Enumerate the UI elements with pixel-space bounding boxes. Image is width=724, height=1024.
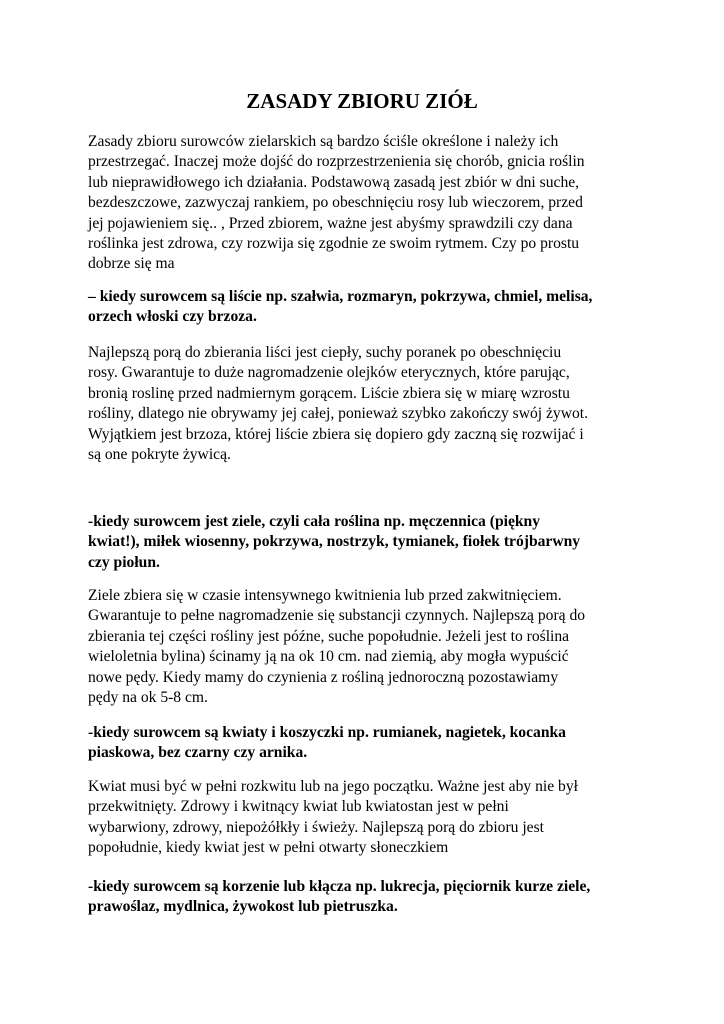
heading-line: kwiat!), miłek wiosenny, pokrzywa, nostrzyk, tymianek, fiołek trójbarwny xyxy=(88,533,581,551)
heading-line: -kiedy surowcem są kwiaty i koszyczki np. rumianek, nagietek, kocanka xyxy=(88,724,566,741)
intro-paragraph xyxy=(88,132,648,275)
text-line: Najlepszą porą do zbierania liści jest ciepły, suchy poranek po obeschnięciu xyxy=(88,344,562,361)
text-line: nowe pędy. Kiedy mamy do czynienia z rośliną jednoroczną pozostawiamy xyxy=(88,668,559,686)
section-body-flowers xyxy=(88,777,648,859)
document-title: ZASADY ZBIORU ZIÓŁ xyxy=(246,89,478,113)
section-body-herb xyxy=(88,586,648,708)
text-line: pędy na ok 5-8 cm. xyxy=(88,689,208,707)
heading-line: -kiedy surowcem jest ziele, czyli cała roślina np. męczennica (piękny xyxy=(88,513,541,530)
text-line: przekwitnięty. Zdrowy i kwitnący kwiat lub kwiatostan jest w pełni xyxy=(88,798,509,816)
text-line: rośliny, dlatego nie obrywamy jej całej, ponieważ szybko zakończy swój żywot. xyxy=(88,405,589,423)
section-heading-flowers xyxy=(88,723,648,764)
heading-line: orzech włoski czy brzoza. xyxy=(88,308,257,326)
heading-line: czy piołun. xyxy=(88,553,160,571)
text-line: zbierania tej części rośliny jest późne, suche popołudnie. Jeżeli jest to roślina xyxy=(88,627,570,645)
text-line: są one pokryte żywicą. xyxy=(88,446,231,464)
text-line: wieloletnia bylina) ścinamy ją na ok 10 cm. nad ziemią, aby mogła wypuścić xyxy=(88,648,569,666)
text-line: Gwarantuje to pełne nagromadzenie się substancji czynnych. Najlepszą porą do xyxy=(88,607,586,625)
section-heading-herb xyxy=(88,512,648,573)
text-line: Wyjątkiem jest brzoza, której liście zbiera się dopiero gdy zaczną się rozwijać i xyxy=(88,425,584,443)
text-line: bezdeszczowe, zazwyczaj rankiem, po obeschnięciu rosy lub wieczorem, przed xyxy=(88,194,583,212)
heading-line: prawoślaz, mydlnica, żywokost lub pietruszka. xyxy=(88,898,398,916)
text-line: bronią roslinę przed nadmiernym gorącem. Liście zbiera się w miarę wzrostu xyxy=(88,384,570,402)
text-line: przestrzegać. Inaczej może dojść do rozprzestrzenienia się chorób, gnicia roślin xyxy=(88,153,585,171)
heading-line: -kiedy surowcem są korzenie lub kłącza np. lukrecja, pięciornik kurze ziele, xyxy=(88,878,591,895)
section-heading-leaves xyxy=(88,287,648,328)
text-line: Kwiat musi być w pełni rozkwitu lub na jego początku. Ważne jest aby nie był xyxy=(88,778,578,795)
text-line: dobrze się ma xyxy=(88,255,175,273)
heading-line: piaskowa, bez czarny czy arnika. xyxy=(88,744,308,762)
heading-line: – kiedy surowcem są liście np. szałwia, rozmaryn, pokrzywa, chmiel, melisa, xyxy=(88,288,593,305)
text-line: roślinka jest zdrowa, czy rozwija się zgodnie ze swoim rytmem. Czy po prostu xyxy=(88,235,580,253)
text-line: rosy. Gwarantuje to duże nagromadzenie olejków eterycznych, które parując, xyxy=(88,364,570,382)
text-line: wybarwiony, zdrowy, niepożółkły i świeży. Najlepszą porą do zbioru jest xyxy=(88,818,544,836)
section-body-leaves xyxy=(88,343,648,465)
text-line: Zasady zbioru surowców zielarskich są bardzo ściśle określone i należy ich xyxy=(88,133,559,150)
section-heading-roots xyxy=(88,877,648,918)
text-line: jej pojawieniem się.. , Przed zbiorem, ważne jest abyśmy sprawdzili czy dana xyxy=(88,214,573,232)
text-line: lub nieprawidłowego ich działania. Podstawową zasadą jest zbiór w dni suche, xyxy=(88,173,580,191)
text-line: Ziele zbiera się w czasie intensywnego kwitnienia lub przed zakwitnięciem. xyxy=(88,587,562,604)
text-line: popołudnie, kiedy kwiat jest w pełni otwarty słoneczkiem xyxy=(88,839,449,857)
